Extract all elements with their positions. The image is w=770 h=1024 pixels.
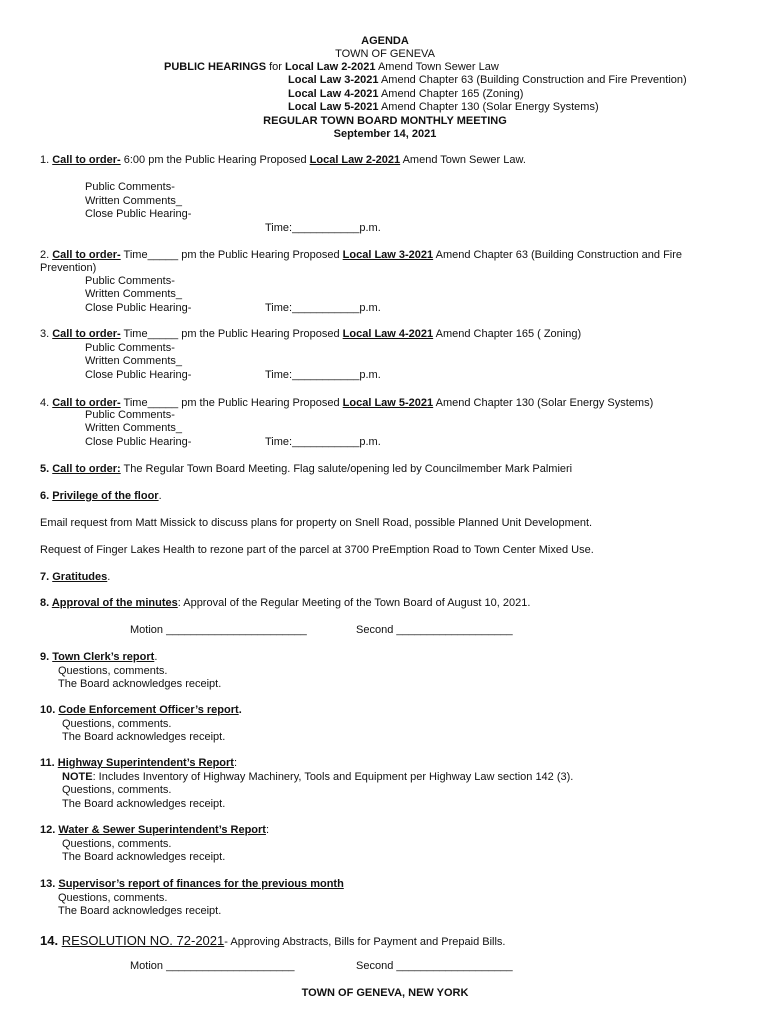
- motion-line: Motion _____________________: [130, 960, 295, 972]
- item-title: Approval of the minutes: [51, 597, 178, 609]
- meeting-date: September 14, 2021: [333, 128, 437, 140]
- law-desc: Amend Chapter 63 (Building Construction and Fire Prevention): [378, 74, 687, 86]
- item-number: 12.: [40, 824, 59, 836]
- agenda-item-10: [40, 704, 242, 717]
- item-punct: .: [238, 704, 242, 716]
- questions-comments: Questions, comments.: [62, 784, 172, 796]
- item-punct: :: [233, 757, 238, 769]
- item-text: Amend Chapter 165 ( Zoning): [433, 328, 582, 340]
- agenda-item-7: [40, 571, 110, 584]
- item-text: Amend Chapter 63 (Building Construction and Fire: [433, 249, 683, 261]
- law-name: Local Law 3-2021: [288, 74, 379, 86]
- law-name: Local Law 2-2021: [309, 154, 401, 166]
- board-acknowledges: The Board acknowledges receipt.: [62, 851, 226, 863]
- highway-note: [62, 771, 573, 784]
- item-title: Code Enforcement Officer’s report: [58, 704, 239, 716]
- call-to-order-label: Call to order-: [52, 249, 121, 261]
- item-text: Amend Chapter 130 (Solar Energy Systems): [433, 397, 654, 409]
- law-name: Local Law 3-2021: [342, 249, 434, 261]
- agenda-item-5: [40, 463, 572, 476]
- agenda-item-12: [40, 824, 269, 837]
- call-to-order-label: Call to order-: [52, 154, 121, 166]
- item-text: 6:00 pm the Public Hearing Proposed: [120, 154, 310, 166]
- law-line: [288, 101, 599, 114]
- public-hearings-label: PUBLIC HEARINGS: [164, 61, 267, 73]
- close-public-hearing: Close Public Hearing-: [85, 436, 192, 448]
- agenda-item-3: [40, 328, 581, 341]
- public-comments: Public Comments-: [85, 181, 175, 193]
- agenda-item-8: [40, 597, 530, 610]
- email-request: Email request from Matt Missick to discuss plans for property on Snell Road, possible Planned Unit Development.: [40, 517, 593, 529]
- item-text: Amend Town Sewer Law.: [400, 154, 526, 166]
- written-comments: Written Comments_: [85, 355, 182, 367]
- public-comments: Public Comments-: [85, 409, 175, 421]
- item-punct: :: [265, 824, 270, 836]
- agenda-item-13: [40, 878, 344, 891]
- call-to-order-label: Call to order-: [52, 397, 121, 409]
- close-public-hearing: Close Public Hearing-: [85, 302, 192, 314]
- time-field: Time:___________p.m.: [265, 302, 381, 314]
- item-number: 6.: [40, 490, 53, 502]
- item-title: Gratitudes: [52, 571, 108, 583]
- written-comments: Written Comments_: [85, 422, 182, 434]
- item-number: 1.: [40, 154, 53, 166]
- item-text: Time_____ pm the Public Hearing Proposed: [120, 249, 343, 261]
- item-punct: .: [154, 651, 158, 663]
- questions-comments: Questions, comments.: [58, 892, 168, 904]
- motion-line: Motion _______________________: [130, 624, 307, 636]
- item-punct: .: [158, 490, 162, 502]
- agenda-item-9: [40, 651, 157, 664]
- close-public-hearing: Close Public Hearing-: [85, 208, 192, 220]
- footer-town: TOWN OF GENEVA, NEW YORK: [301, 987, 469, 999]
- questions-comments: Questions, comments.: [62, 838, 172, 850]
- close-public-hearing: Close Public Hearing-: [85, 369, 192, 381]
- public-hearings-line: [164, 61, 499, 74]
- second-line: Second ___________________: [356, 960, 513, 972]
- item-number: 4.: [40, 397, 53, 409]
- item-title: Supervisor’s report of finances for the previous month: [58, 878, 344, 890]
- time-field: Time:___________p.m.: [265, 369, 381, 381]
- item-number: 14.: [40, 933, 62, 948]
- for-text: for: [266, 61, 286, 73]
- law-name: Local Law 5-2021: [342, 397, 434, 409]
- item-text: The Regular Town Board Meeting. Flag salute/opening led by Councilmember Mark Palmieri: [120, 463, 573, 475]
- item-number: 9.: [40, 651, 53, 663]
- written-comments: Written Comments_: [85, 288, 182, 300]
- item-title: RESOLUTION NO. 72-2021: [61, 933, 225, 948]
- law-line: [288, 88, 523, 101]
- law-name: Local Law 5-2021: [288, 101, 379, 113]
- time-field: Time:___________p.m.: [265, 222, 381, 234]
- law-line: [288, 74, 687, 87]
- item-punct: .: [107, 571, 111, 583]
- meeting-title: REGULAR TOWN BOARD MONTHLY MEETING: [263, 115, 507, 127]
- board-acknowledges: The Board acknowledges receipt.: [58, 905, 222, 917]
- agenda-item-1: [40, 154, 526, 167]
- questions-comments: Questions, comments.: [58, 665, 168, 677]
- law-desc: Amend Chapter 130 (Solar Energy Systems): [378, 101, 599, 113]
- questions-comments: Questions, comments.: [62, 718, 172, 730]
- item-text: - Approving Abstracts, Bills for Payment and Prepaid Bills.: [224, 936, 506, 948]
- law-name: Local Law 2-2021: [285, 61, 376, 73]
- written-comments: Written Comments_: [85, 195, 182, 207]
- item-text: : Approval of the Regular Meeting of the Town Board of August 10, 2021.: [177, 597, 531, 609]
- agenda-item-11: [40, 757, 237, 770]
- item-number: 2.: [40, 249, 53, 261]
- item-text: Time_____ pm the Public Hearing Proposed: [120, 397, 343, 409]
- time-field: Time:___________p.m.: [265, 436, 381, 448]
- item-title: Water & Sewer Superintendent’s Report: [58, 824, 266, 836]
- agenda-item-6: [40, 490, 162, 503]
- item-title: Highway Superintendent’s Report: [57, 757, 234, 769]
- item-number: 8.: [40, 597, 52, 609]
- board-acknowledges: The Board acknowledges receipt.: [62, 798, 226, 810]
- item-title: Call to order:: [52, 463, 121, 475]
- item-number: 7.: [40, 571, 53, 583]
- law-name: Local Law 4-2021: [342, 328, 434, 340]
- item-number: 13.: [40, 878, 59, 890]
- town-name: TOWN OF GENEVA: [335, 48, 435, 60]
- law-name: Local Law 4-2021: [288, 88, 379, 100]
- note-text: : Includes Inventory of Highway Machinery, Tools and Equipment per Highway Law section 142 (3).: [92, 771, 574, 783]
- second-line: Second ___________________: [356, 624, 513, 636]
- note-label: NOTE: [62, 771, 93, 783]
- item-number: 10.: [40, 704, 59, 716]
- item-number: 5.: [40, 463, 53, 475]
- finger-lakes-request: Request of Finger Lakes Health to rezone part of the parcel at 3700 PreEmption Road to Town Center Mixed Use.: [40, 544, 594, 556]
- item-number: 11.: [40, 757, 58, 769]
- board-acknowledges: The Board acknowledges receipt.: [62, 731, 226, 743]
- public-comments: Public Comments-: [85, 275, 175, 287]
- item-continuation: Prevention): [40, 262, 97, 274]
- agenda-item-2: [40, 249, 682, 262]
- board-acknowledges: The Board acknowledges receipt.: [58, 678, 222, 690]
- item-number: 3.: [40, 328, 53, 340]
- law-desc: Amend Town Sewer Law: [375, 61, 499, 73]
- agenda-title: AGENDA: [361, 35, 409, 47]
- item-title: Privilege of the floor: [52, 490, 159, 502]
- call-to-order-label: Call to order-: [52, 328, 121, 340]
- item-title: Town Clerk’s report: [52, 651, 155, 663]
- public-comments: Public Comments-: [85, 342, 175, 354]
- agenda-item-14: [40, 933, 506, 950]
- law-desc: Amend Chapter 165 (Zoning): [378, 88, 524, 100]
- item-text: Time_____ pm the Public Hearing Proposed: [120, 328, 343, 340]
